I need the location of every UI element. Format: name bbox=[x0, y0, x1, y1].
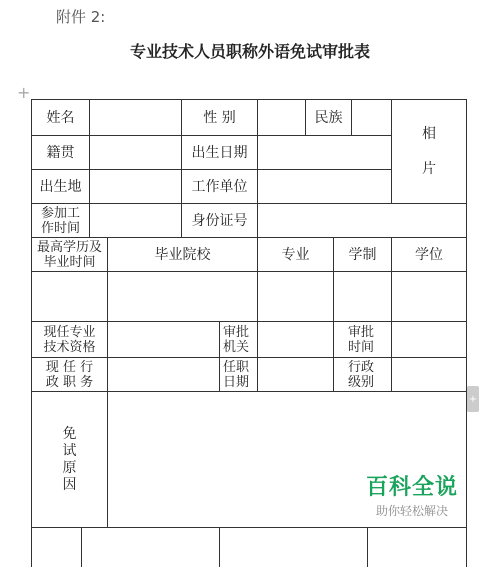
reason-char-2: 试 bbox=[62, 442, 77, 459]
position-label: 现 任 行 政 职 务 bbox=[31, 357, 107, 391]
admin-level-label: 行政 级别 bbox=[333, 357, 391, 391]
birthplace-label: 出生地 bbox=[31, 169, 89, 203]
photo-label-bottom: 片 bbox=[422, 160, 436, 177]
position-field[interactable] bbox=[107, 357, 219, 391]
ethnicity-label: 民族 bbox=[305, 99, 351, 135]
birth-date-field[interactable] bbox=[257, 135, 391, 169]
attachment-label: 附件 2: bbox=[56, 8, 106, 26]
gender-field[interactable] bbox=[257, 99, 305, 135]
exemption-reason-label bbox=[31, 391, 107, 527]
watermark-main-text: 百科全说 bbox=[365, 475, 458, 500]
bottom-row-cell-3[interactable] bbox=[219, 527, 367, 567]
admin-level-field[interactable] bbox=[391, 357, 467, 391]
approval-time-field[interactable] bbox=[391, 321, 467, 357]
approval-org-label: 审批 机关 bbox=[219, 321, 257, 357]
native-place-field[interactable] bbox=[89, 135, 181, 169]
school-header: 毕业院校 bbox=[107, 237, 257, 271]
work-start-field[interactable] bbox=[89, 203, 181, 237]
education-field[interactable] bbox=[31, 271, 107, 321]
name-field[interactable] bbox=[89, 99, 181, 135]
birthplace-field[interactable] bbox=[89, 169, 181, 203]
reason-char-1: 免 bbox=[62, 425, 77, 442]
school-field[interactable] bbox=[107, 271, 257, 321]
work-unit-label: 工作单位 bbox=[181, 169, 257, 203]
photo-cell[interactable] bbox=[391, 99, 467, 203]
reason-char-4: 因 bbox=[62, 476, 77, 493]
work-start-label: 参加工 作时间 bbox=[31, 203, 89, 237]
work-unit-field[interactable] bbox=[257, 169, 391, 203]
bottom-row-cell-2[interactable] bbox=[81, 527, 219, 567]
major-header: 专业 bbox=[257, 237, 333, 271]
major-field[interactable] bbox=[257, 271, 333, 321]
appoint-date-field[interactable] bbox=[257, 357, 333, 391]
reason-char-3: 原 bbox=[62, 459, 77, 476]
table-move-handle-icon[interactable]: + bbox=[17, 83, 31, 102]
gender-label: 性 别 bbox=[181, 99, 257, 135]
appoint-date-label: 任职 日期 bbox=[219, 357, 257, 391]
education-label: 最高学历及 毕业时间 bbox=[31, 237, 107, 271]
id-number-label: 身份证号 bbox=[181, 203, 257, 237]
approval-time-label: 审批 时间 bbox=[333, 321, 391, 357]
bottom-row-cell-4[interactable] bbox=[367, 527, 467, 567]
ethnicity-field[interactable] bbox=[351, 99, 391, 135]
degree-field[interactable] bbox=[391, 271, 467, 321]
form-title: 专业技术人员职称外语免试审批表 bbox=[129, 42, 370, 61]
approval-org-field[interactable] bbox=[257, 321, 333, 357]
watermark-sub-text: 助你轻松解决 bbox=[375, 504, 448, 518]
length-field[interactable] bbox=[333, 271, 391, 321]
side-expand-icon[interactable]: + bbox=[467, 386, 479, 412]
qualification-label: 现任专业 技术资格 bbox=[31, 321, 107, 357]
bottom-row-cell-1[interactable] bbox=[31, 527, 81, 567]
name-label: 姓名 bbox=[31, 99, 89, 135]
qualification-field[interactable] bbox=[107, 321, 219, 357]
birth-date-label: 出生日期 bbox=[181, 135, 257, 169]
id-number-field[interactable] bbox=[257, 203, 467, 237]
degree-header: 学位 bbox=[391, 237, 467, 271]
native-place-label: 籍贯 bbox=[31, 135, 89, 169]
photo-label-top: 相 bbox=[422, 125, 436, 142]
length-header: 学制 bbox=[333, 237, 391, 271]
watermark-logo bbox=[362, 470, 462, 519]
